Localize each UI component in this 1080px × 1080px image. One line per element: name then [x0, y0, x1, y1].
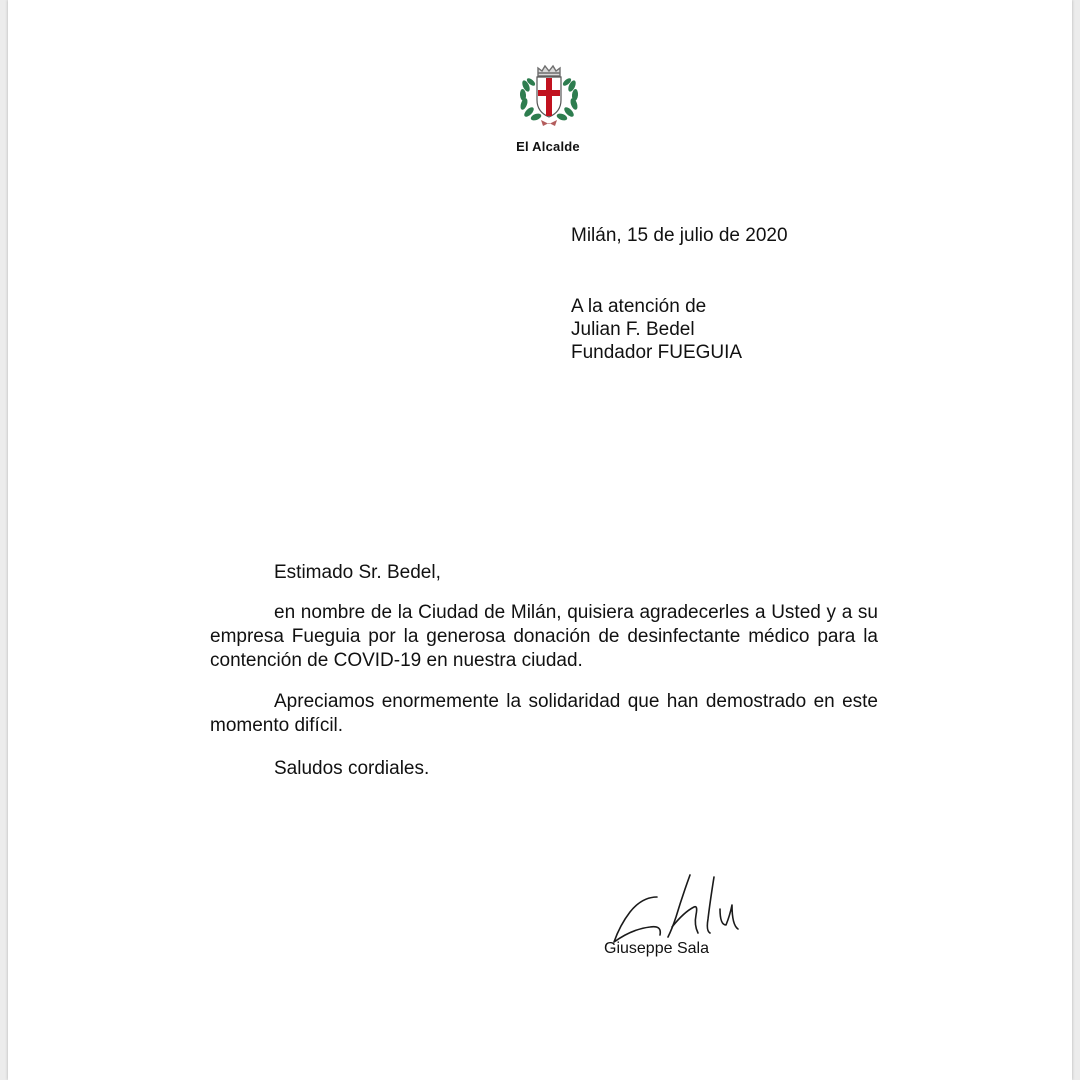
- recipient-name: Julian F. Bedel: [571, 319, 695, 340]
- recipient-attention-line: A la atención de: [571, 296, 707, 317]
- signer-name: Giuseppe Sala: [604, 940, 709, 957]
- letter-date: Milán, 15 de julio de 2020: [571, 225, 788, 246]
- closing: Saludos cordiales.: [274, 758, 430, 779]
- letter-page: [8, 0, 1072, 1080]
- office-title: El Alcalde: [516, 139, 580, 154]
- recipient-block: [571, 295, 742, 364]
- handwritten-signature-icon: [602, 867, 752, 947]
- salutation: Estimado Sr. Bedel,: [274, 562, 441, 583]
- recipient-title: Fundador FUEGUIA: [571, 342, 743, 363]
- milan-coat-of-arms-icon: [514, 60, 584, 130]
- signature-block: [588, 855, 768, 965]
- body-paragraph-2: Apreciamos enormemente la solidaridad que han demostrado en este momento difícil.: [210, 691, 878, 736]
- body-paragraph-1: en nombre de la Ciudad de Milán, quisiera agradecerles a Usted y a su empresa Fueguia por la generosa donación de desinfectante médico para la contención de COVID-19 en nuestra ciudad.: [210, 602, 878, 671]
